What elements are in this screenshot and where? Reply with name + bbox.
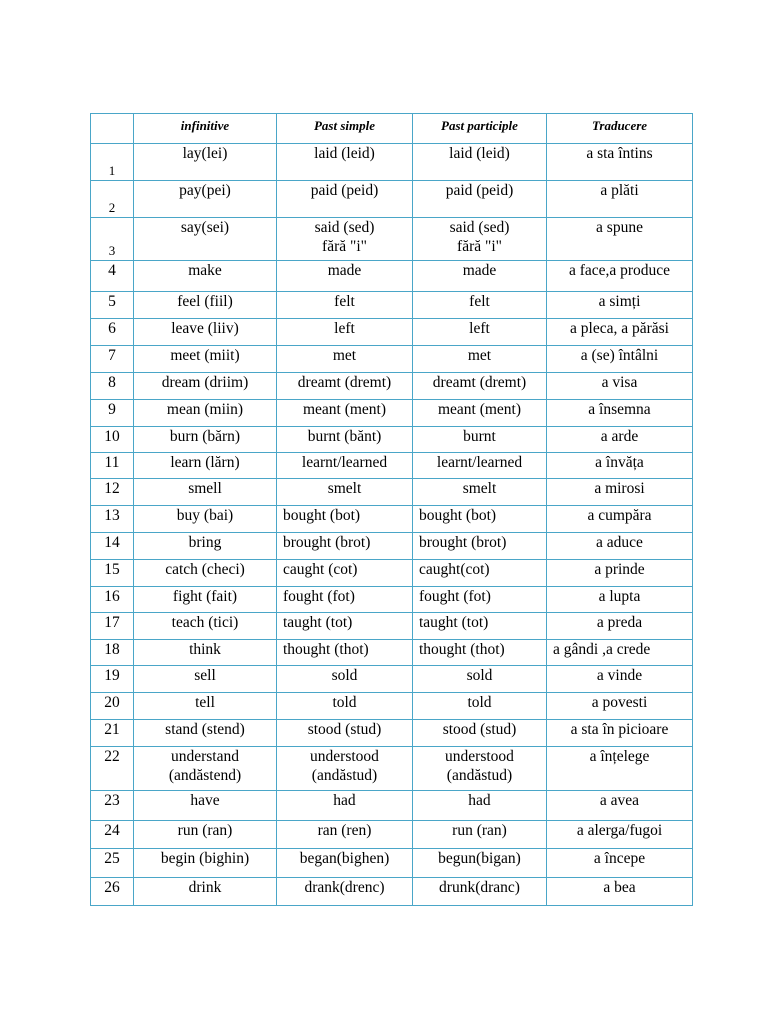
cell-past-simple <box>277 479 413 506</box>
cell-translation-text: a aduce <box>596 534 643 551</box>
cell-infinitive-text: dream (driim) <box>161 374 249 391</box>
cell-infinitive <box>134 453 277 479</box>
row-number: 10 <box>91 427 134 453</box>
header-past-participle: Past participle <box>413 114 547 144</box>
cell-past-simple-text: met <box>332 347 357 364</box>
cell-past-simple-text: meant (ment) <box>302 401 387 418</box>
cell-infinitive-text: smell <box>188 480 222 497</box>
cell-past-simple <box>277 693 413 720</box>
cell-infinitive <box>134 506 277 533</box>
cell-past-simple <box>277 427 413 453</box>
cell-past-participle <box>413 319 547 346</box>
cell-past-participle-text: thought (thot) <box>419 641 505 658</box>
header-num <box>91 114 134 144</box>
cell-past-participle-text: caught(cot) <box>419 561 490 578</box>
cell-past-participle-text: begun(bigan) <box>438 850 521 867</box>
cell-translation <box>547 666 693 693</box>
table-row <box>91 506 693 533</box>
cell-past-simple <box>277 849 413 878</box>
cell-infinitive <box>134 479 277 506</box>
cell-infinitive <box>134 640 277 666</box>
cell-translation-text: a simți <box>598 293 641 310</box>
row-number: 9 <box>91 400 134 427</box>
cell-translation-text: a visa <box>601 374 638 391</box>
cell-past-simple <box>277 506 413 533</box>
table-row <box>91 587 693 613</box>
cell-infinitive-text: tell <box>195 694 215 711</box>
row-number: 25 <box>91 849 134 878</box>
row-number: 21 <box>91 720 134 747</box>
cell-translation <box>547 747 693 791</box>
cell-translation-text: a lupta <box>598 588 641 605</box>
cell-past-participle-text: stood (stud) <box>442 721 517 738</box>
cell-translation-text: a gândi ,a crede <box>553 641 651 658</box>
cell-translation <box>547 427 693 453</box>
row-number: 13 <box>91 506 134 533</box>
cell-infinitive <box>134 427 277 453</box>
row-number: 23 <box>91 791 134 821</box>
cell-infinitive <box>134 821 277 849</box>
table-row <box>91 292 693 319</box>
cell-translation <box>547 587 693 613</box>
cell-past-participle-text: left <box>469 320 490 337</box>
cell-past-participle-text-line2: (andăstud) <box>446 767 513 784</box>
row-number: 16 <box>91 587 134 613</box>
table-row <box>91 453 693 479</box>
row-number: 5 <box>91 292 134 319</box>
cell-infinitive <box>134 587 277 613</box>
cell-past-simple <box>277 878 413 906</box>
cell-past-simple-text: understood <box>310 748 379 765</box>
cell-past-participle-text: brought (brot) <box>419 534 507 551</box>
row-number: 24 <box>91 821 134 849</box>
cell-translation-text: a învăța <box>595 454 644 471</box>
cell-past-participle <box>413 791 547 821</box>
row-number: 12 <box>91 479 134 506</box>
cell-past-simple <box>277 292 413 319</box>
cell-infinitive-text: leave (liiv) <box>171 320 239 337</box>
cell-translation-text: a spune <box>596 219 643 236</box>
cell-translation-text: a vinde <box>596 667 643 684</box>
cell-past-simple-text: made <box>327 262 362 279</box>
cell-translation <box>547 346 693 373</box>
table-row <box>91 878 693 906</box>
cell-translation <box>547 506 693 533</box>
cell-translation-text: a prinde <box>594 561 645 578</box>
table-row <box>91 261 693 292</box>
cell-infinitive <box>134 533 277 560</box>
header-row <box>91 114 693 144</box>
cell-infinitive-text: meet (miit) <box>170 347 240 364</box>
cell-translation-text: a însemna <box>588 401 651 418</box>
cell-translation <box>547 453 693 479</box>
cell-infinitive-text: feel (fiil) <box>177 293 233 310</box>
cell-infinitive-text: lay(lei) <box>182 145 228 162</box>
table-row <box>91 218 693 261</box>
cell-past-simple-text: sold <box>331 667 358 684</box>
cell-infinitive <box>134 791 277 821</box>
cell-past-simple-text: paid (peid) <box>310 182 379 199</box>
cell-infinitive-text: begin (bighin) <box>160 850 250 867</box>
cell-past-participle-text: meant (ment) <box>437 401 522 418</box>
row-number: 14 <box>91 533 134 560</box>
cell-past-participle <box>413 346 547 373</box>
cell-past-participle-text: dreamt (dremt) <box>432 374 527 391</box>
table-row <box>91 533 693 560</box>
cell-past-participle <box>413 666 547 693</box>
cell-past-participle-text: burnt <box>463 428 496 445</box>
cell-past-simple-text: had <box>333 792 356 809</box>
cell-past-simple-text: drank(drenc) <box>304 879 385 896</box>
table-row <box>91 821 693 849</box>
cell-past-simple <box>277 533 413 560</box>
cell-past-participle-text: said (sed) <box>449 219 510 236</box>
row-number: 19 <box>91 666 134 693</box>
row-number: 7 <box>91 346 134 373</box>
table-row <box>91 144 693 181</box>
cell-past-simple-text: ran (ren) <box>317 822 372 839</box>
cell-past-simple <box>277 144 413 181</box>
cell-past-simple <box>277 613 413 640</box>
cell-past-simple-text: felt <box>334 293 355 310</box>
cell-past-simple-text: dreamt (dremt) <box>297 374 392 391</box>
cell-past-participle-text: smelt <box>462 480 497 497</box>
cell-translation <box>547 693 693 720</box>
cell-past-participle-text: drunk(dranc) <box>439 879 520 896</box>
table-row <box>91 560 693 587</box>
cell-infinitive <box>134 346 277 373</box>
cell-translation <box>547 720 693 747</box>
cell-past-participle <box>413 747 547 791</box>
cell-translation <box>547 181 693 218</box>
cell-past-simple <box>277 261 413 292</box>
cell-past-simple-text: bought (bot) <box>283 507 361 524</box>
cell-infinitive-text: run (ran) <box>177 822 233 839</box>
cell-translation-text: a alerga/fugoi <box>576 822 663 839</box>
cell-translation-text: a sta întins <box>586 145 653 162</box>
table-row <box>91 693 693 720</box>
cell-past-participle-text: paid (peid) <box>445 182 514 199</box>
row-number: 2 <box>91 181 134 218</box>
cell-infinitive-text: mean (miin) <box>166 401 244 418</box>
row-number: 6 <box>91 319 134 346</box>
row-number: 22 <box>91 747 134 791</box>
table-row <box>91 613 693 640</box>
cell-past-participle <box>413 181 547 218</box>
cell-past-participle-text: felt <box>469 293 490 310</box>
cell-translation <box>547 791 693 821</box>
cell-infinitive <box>134 261 277 292</box>
cell-translation-text: a povesti <box>591 694 648 711</box>
row-number: 3 <box>91 218 134 261</box>
cell-translation <box>547 613 693 640</box>
cell-past-simple <box>277 181 413 218</box>
header-translation: Traducere <box>547 114 693 144</box>
table-row <box>91 181 693 218</box>
cell-translation-text: a bea <box>603 879 636 896</box>
cell-infinitive <box>134 560 277 587</box>
cell-past-participle-text: bought (bot) <box>419 507 497 524</box>
cell-translation-text: a sta în picioare <box>570 721 669 738</box>
cell-translation <box>547 560 693 587</box>
cell-translation <box>547 261 693 292</box>
cell-infinitive <box>134 849 277 878</box>
cell-past-simple-text: caught (cot) <box>283 561 358 578</box>
cell-past-participle <box>413 640 547 666</box>
cell-infinitive <box>134 373 277 400</box>
cell-translation <box>547 479 693 506</box>
cell-infinitive-text: learn (lărn) <box>170 454 240 471</box>
cell-translation <box>547 533 693 560</box>
cell-past-simple <box>277 560 413 587</box>
cell-infinitive-text: stand (stend) <box>165 721 245 738</box>
cell-past-participle-text: learnt/learned <box>436 454 523 471</box>
cell-past-participle <box>413 292 547 319</box>
cell-infinitive-text: say(sei) <box>180 219 230 236</box>
cell-past-participle <box>413 878 547 906</box>
cell-infinitive <box>134 613 277 640</box>
cell-past-simple-text: said (sed) <box>314 219 375 236</box>
table-row <box>91 720 693 747</box>
cell-translation <box>547 640 693 666</box>
cell-past-simple-text: thought (thot) <box>283 641 369 658</box>
cell-past-participle <box>413 560 547 587</box>
cell-past-participle <box>413 693 547 720</box>
cell-past-participle-text: taught (tot) <box>419 614 489 631</box>
table-row <box>91 640 693 666</box>
cell-translation-text: a înțelege <box>589 748 650 765</box>
row-number: 8 <box>91 373 134 400</box>
cell-translation-text: a mirosi <box>594 480 645 497</box>
cell-past-participle <box>413 373 547 400</box>
cell-past-participle-text: sold <box>466 667 493 684</box>
cell-translation-text: a plăti <box>600 182 639 199</box>
cell-past-simple <box>277 720 413 747</box>
cell-past-simple-text: burnt (bănt) <box>307 428 382 445</box>
cell-past-participle <box>413 613 547 640</box>
cell-translation <box>547 849 693 878</box>
cell-translation-text: a (se) întâlni <box>580 347 659 364</box>
row-number: 15 <box>91 560 134 587</box>
cell-translation-text: a preda <box>596 614 643 631</box>
cell-infinitive <box>134 666 277 693</box>
cell-past-participle <box>413 427 547 453</box>
cell-infinitive-text: teach (tici) <box>171 614 239 631</box>
table-row <box>91 747 693 791</box>
cell-past-participle-text: run (ran) <box>452 822 507 839</box>
cell-translation-text: a cumpăra <box>587 507 652 524</box>
cell-past-participle-text: fought (fot) <box>419 588 491 605</box>
cell-infinitive-text: sell <box>194 667 216 684</box>
cell-past-simple-text-line2: fără "i" <box>322 238 367 255</box>
cell-infinitive-text-line2: (andăstend) <box>168 767 242 784</box>
cell-translation-text: a arde <box>600 428 639 445</box>
cell-translation <box>547 292 693 319</box>
cell-translation <box>547 400 693 427</box>
cell-past-simple-text: taught (tot) <box>283 614 353 631</box>
row-number: 1 <box>91 144 134 181</box>
cell-past-simple <box>277 821 413 849</box>
cell-translation <box>547 144 693 181</box>
table-row <box>91 849 693 878</box>
cell-past-simple <box>277 666 413 693</box>
cell-past-participle <box>413 400 547 427</box>
cell-past-simple <box>277 400 413 427</box>
table-row <box>91 791 693 821</box>
cell-infinitive-text: have <box>190 792 220 809</box>
cell-past-participle <box>413 849 547 878</box>
cell-infinitive-text: understand <box>170 748 239 765</box>
cell-past-participle <box>413 720 547 747</box>
cell-translation <box>547 878 693 906</box>
cell-past-simple-text: smelt <box>327 480 362 497</box>
cell-past-participle <box>413 218 547 261</box>
cell-past-participle <box>413 144 547 181</box>
cell-past-participle <box>413 587 547 613</box>
cell-past-participle <box>413 453 547 479</box>
row-number: 4 <box>91 261 134 292</box>
header-past-simple: Past simple <box>277 114 413 144</box>
cell-past-simple-text: fought (fot) <box>283 588 355 605</box>
cell-past-participle <box>413 506 547 533</box>
irregular-verbs-table <box>90 113 693 906</box>
cell-infinitive <box>134 292 277 319</box>
cell-infinitive <box>134 218 277 261</box>
cell-past-participle-text: understood <box>445 748 514 765</box>
row-number: 18 <box>91 640 134 666</box>
row-number: 26 <box>91 878 134 906</box>
cell-translation <box>547 218 693 261</box>
header-infinitive: infinitive <box>134 114 277 144</box>
cell-past-participle-text: made <box>462 262 497 279</box>
cell-past-simple <box>277 346 413 373</box>
cell-past-simple <box>277 747 413 791</box>
cell-infinitive-text: bring <box>188 534 222 551</box>
cell-past-participle-text-line2: fără "i" <box>457 238 502 255</box>
cell-past-simple <box>277 319 413 346</box>
cell-infinitive <box>134 747 277 791</box>
cell-past-simple <box>277 453 413 479</box>
cell-infinitive <box>134 400 277 427</box>
cell-past-simple <box>277 218 413 261</box>
table-row <box>91 427 693 453</box>
cell-translation <box>547 319 693 346</box>
cell-infinitive-text: make <box>188 262 222 279</box>
cell-past-simple <box>277 373 413 400</box>
cell-past-participle <box>413 261 547 292</box>
cell-past-participle-text: told <box>467 694 492 711</box>
cell-infinitive-text: burn (bărn) <box>169 428 241 445</box>
cell-past-participle <box>413 533 547 560</box>
cell-past-participle <box>413 479 547 506</box>
table-row <box>91 666 693 693</box>
cell-infinitive <box>134 693 277 720</box>
cell-past-simple <box>277 791 413 821</box>
cell-past-participle-text: laid (leid) <box>449 145 510 162</box>
cell-infinitive-text: pay(pei) <box>179 182 231 199</box>
cell-infinitive <box>134 720 277 747</box>
cell-infinitive-text: fight (fait) <box>172 588 238 605</box>
cell-translation-text: a face,a produce <box>568 262 671 279</box>
cell-past-simple-text: told <box>332 694 357 711</box>
cell-translation-text: a pleca, a părăsi <box>570 320 669 337</box>
cell-past-participle-text: met <box>467 347 492 364</box>
table-row <box>91 373 693 400</box>
row-number: 20 <box>91 693 134 720</box>
cell-past-participle-text: had <box>468 792 491 809</box>
cell-past-simple <box>277 640 413 666</box>
cell-past-simple-text: brought (brot) <box>283 534 371 551</box>
cell-infinitive-text: buy (bai) <box>176 507 234 524</box>
cell-infinitive <box>134 319 277 346</box>
cell-infinitive <box>134 181 277 218</box>
cell-past-simple-text: learnt/learned <box>301 454 388 471</box>
cell-past-participle <box>413 821 547 849</box>
table-row <box>91 400 693 427</box>
cell-translation-text: a avea <box>599 792 640 809</box>
row-number: 11 <box>91 453 134 479</box>
table-row <box>91 346 693 373</box>
cell-past-simple-text: laid (leid) <box>314 145 375 162</box>
cell-past-simple-text: left <box>334 320 355 337</box>
cell-past-simple-text: began(bighen) <box>299 850 390 867</box>
cell-past-simple-text: stood (stud) <box>307 721 382 738</box>
cell-infinitive-text: drink <box>188 879 222 896</box>
cell-infinitive <box>134 144 277 181</box>
cell-past-simple-text-line2: (andăstud) <box>311 767 378 784</box>
table-row <box>91 479 693 506</box>
cell-translation <box>547 373 693 400</box>
cell-infinitive-text: catch (checi) <box>165 561 245 578</box>
row-number: 17 <box>91 613 134 640</box>
table-row <box>91 319 693 346</box>
cell-past-simple <box>277 587 413 613</box>
cell-translation-text: a începe <box>593 850 646 867</box>
cell-infinitive-text: think <box>189 641 221 658</box>
cell-infinitive <box>134 878 277 906</box>
cell-translation <box>547 821 693 849</box>
